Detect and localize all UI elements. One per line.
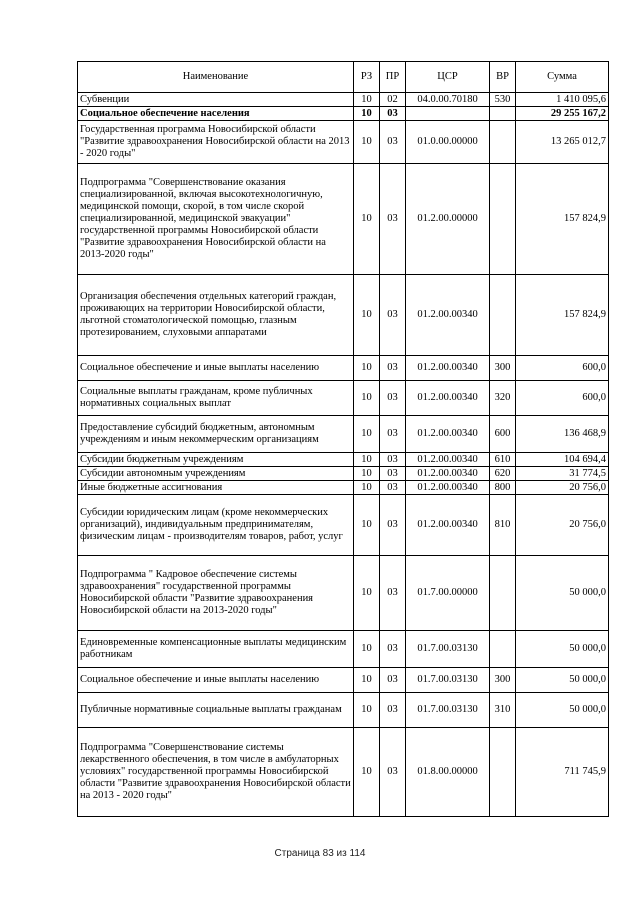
cell-vr <box>490 275 516 356</box>
table-row <box>78 381 609 416</box>
cell-sum: 20 756,0 <box>516 481 609 495</box>
cell-vr <box>490 631 516 668</box>
table-row <box>78 556 609 631</box>
cell-rz: 10 <box>354 416 380 453</box>
cell-csr: 01.0.00.00000 <box>406 121 490 164</box>
cell-rz: 10 <box>354 467 380 481</box>
cell-vr: 300 <box>490 668 516 693</box>
cell-name: Социальное обеспечение и иные выплаты населению <box>78 668 354 693</box>
cell-pr: 02 <box>380 93 406 107</box>
cell-csr <box>406 107 490 121</box>
cell-csr: 01.2.00.00340 <box>406 275 490 356</box>
table-row <box>78 93 609 107</box>
cell-vr: 300 <box>490 356 516 381</box>
table-row <box>78 416 609 453</box>
cell-rz: 10 <box>354 356 380 381</box>
cell-rz: 10 <box>354 631 380 668</box>
cell-vr <box>490 556 516 631</box>
cell-pr: 03 <box>380 275 406 356</box>
table-row <box>78 728 609 817</box>
cell-pr: 03 <box>380 453 406 467</box>
cell-pr: 03 <box>380 356 406 381</box>
cell-rz: 10 <box>354 121 380 164</box>
table-row <box>78 631 609 668</box>
cell-vr: 310 <box>490 693 516 728</box>
cell-pr: 03 <box>380 668 406 693</box>
cell-name: Предоставление субсидий бюджетным, автономным учреждениям и иным некоммерческим организациям <box>78 416 354 453</box>
cell-rz: 10 <box>354 107 380 121</box>
cell-name: Субсидии бюджетным учреждениям <box>78 453 354 467</box>
cell-pr: 03 <box>380 481 406 495</box>
cell-rz: 10 <box>354 728 380 817</box>
header-pr: ПР <box>380 62 406 93</box>
cell-pr: 03 <box>380 495 406 556</box>
cell-csr: 01.2.00.00340 <box>406 416 490 453</box>
cell-sum: 20 756,0 <box>516 495 609 556</box>
cell-csr: 01.2.00.00340 <box>406 356 490 381</box>
table-row <box>78 121 609 164</box>
table-header-row <box>78 62 609 93</box>
cell-sum: 157 824,9 <box>516 275 609 356</box>
table-row <box>78 668 609 693</box>
cell-pr: 03 <box>380 467 406 481</box>
cell-csr: 04.0.00.70180 <box>406 93 490 107</box>
cell-name: Подпрограмма "Совершенствование оказания специализированной, включая высокотехнологичную, медицинской помощи, скорой, в том числе скорой специализированной, медицинской эвакуации" государственной программы Новосибирской области "Развитие здравоохранения Новосибирской области на 2013-2020 годы" <box>78 164 354 275</box>
cell-pr: 03 <box>380 556 406 631</box>
cell-rz: 10 <box>354 495 380 556</box>
cell-pr: 03 <box>380 121 406 164</box>
cell-rz: 10 <box>354 481 380 495</box>
table-row <box>78 453 609 467</box>
cell-vr <box>490 121 516 164</box>
cell-name: Социальные выплаты гражданам, кроме публичных нормативных социальных выплат <box>78 381 354 416</box>
table-row <box>78 356 609 381</box>
cell-sum: 600,0 <box>516 356 609 381</box>
cell-name: Субсидии юридическим лицам (кроме некоммерческих организаций), индивидуальным предпринимателям, физическим лицам - производителям товаров, работ, услуг <box>78 495 354 556</box>
cell-name: Иные бюджетные ассигнования <box>78 481 354 495</box>
cell-pr: 03 <box>380 728 406 817</box>
cell-csr: 01.2.00.00340 <box>406 453 490 467</box>
cell-vr <box>490 107 516 121</box>
cell-sum: 50 000,0 <box>516 693 609 728</box>
cell-sum: 136 468,9 <box>516 416 609 453</box>
cell-sum: 711 745,9 <box>516 728 609 817</box>
cell-rz: 10 <box>354 275 380 356</box>
cell-sum: 104 694,4 <box>516 453 609 467</box>
cell-csr: 01.2.00.00340 <box>406 381 490 416</box>
cell-name: Подпрограмма "Совершенствование системы лекарственного обеспечения, в том числе в амбулаторных условиях" государственной программы Новосибирской области "Развитие здравоохранения Новосибирской области на 2013 - 2020 годы" <box>78 728 354 817</box>
cell-pr: 03 <box>380 631 406 668</box>
cell-pr: 03 <box>380 107 406 121</box>
cell-name: Организация обеспечения отдельных категорий граждан, проживающих на территории Новосибирской области, льготной стоматологической помощью, глазным протезированием, слуховыми аппаратами <box>78 275 354 356</box>
header-rz: РЗ <box>354 62 380 93</box>
cell-sum: 50 000,0 <box>516 668 609 693</box>
table-row <box>78 275 609 356</box>
cell-name: Субвенции <box>78 93 354 107</box>
cell-vr <box>490 164 516 275</box>
table-row <box>78 481 609 495</box>
cell-csr: 01.7.00.03130 <box>406 668 490 693</box>
cell-csr: 01.2.00.00340 <box>406 495 490 556</box>
cell-csr: 01.2.00.00340 <box>406 481 490 495</box>
cell-sum: 29 255 167,2 <box>516 107 609 121</box>
cell-pr: 03 <box>380 416 406 453</box>
cell-vr: 620 <box>490 467 516 481</box>
cell-rz: 10 <box>354 381 380 416</box>
cell-name: Социальное обеспечение и иные выплаты населению <box>78 356 354 381</box>
header-name: Наименование <box>78 62 354 93</box>
cell-vr: 600 <box>490 416 516 453</box>
header-csr: ЦСР <box>406 62 490 93</box>
cell-rz: 10 <box>354 668 380 693</box>
cell-rz: 10 <box>354 453 380 467</box>
cell-rz: 10 <box>354 93 380 107</box>
header-sum: Сумма <box>516 62 609 93</box>
cell-sum: 13 265 012,7 <box>516 121 609 164</box>
cell-sum: 50 000,0 <box>516 556 609 631</box>
cell-name: Субсидии автономным учреждениям <box>78 467 354 481</box>
cell-vr: 810 <box>490 495 516 556</box>
cell-sum: 600,0 <box>516 381 609 416</box>
cell-sum: 31 774,5 <box>516 467 609 481</box>
cell-name: Публичные нормативные социальные выплаты гражданам <box>78 693 354 728</box>
cell-rz: 10 <box>354 164 380 275</box>
budget-table <box>77 61 609 817</box>
cell-vr: 320 <box>490 381 516 416</box>
cell-vr: 610 <box>490 453 516 467</box>
cell-csr: 01.2.00.00340 <box>406 467 490 481</box>
cell-vr: 530 <box>490 93 516 107</box>
cell-csr: 01.8.00.00000 <box>406 728 490 817</box>
cell-name: Социальное обеспечение населения <box>78 107 354 121</box>
cell-csr: 01.7.00.03130 <box>406 631 490 668</box>
document-page <box>77 61 608 817</box>
cell-pr: 03 <box>380 381 406 416</box>
cell-name: Единовременные компенсационные выплаты медицинским работникам <box>78 631 354 668</box>
cell-pr: 03 <box>380 693 406 728</box>
cell-csr: 01.2.00.00000 <box>406 164 490 275</box>
table-row <box>78 495 609 556</box>
cell-sum: 157 824,9 <box>516 164 609 275</box>
cell-name: Подпрограмма " Кадровое обеспечение системы здравоохранения" государственной программы Новосибирской области "Развитие здравоохранения Новосибирской области на 2013-2020 годы" <box>78 556 354 631</box>
page-footer: Страница 83 из 114 <box>274 848 366 859</box>
cell-rz: 10 <box>354 556 380 631</box>
cell-vr: 800 <box>490 481 516 495</box>
cell-name: Государственная программа Новосибирской области "Развитие здравоохранения Новосибирской области на 2013 - 2020 годы" <box>78 121 354 164</box>
cell-pr: 03 <box>380 164 406 275</box>
cell-vr <box>490 728 516 817</box>
table-row <box>78 467 609 481</box>
table-row <box>78 164 609 275</box>
cell-sum: 50 000,0 <box>516 631 609 668</box>
cell-csr: 01.7.00.03130 <box>406 693 490 728</box>
table-row <box>78 693 609 728</box>
cell-rz: 10 <box>354 693 380 728</box>
cell-csr: 01.7.00.00000 <box>406 556 490 631</box>
cell-sum: 1 410 095,6 <box>516 93 609 107</box>
header-vr: ВР <box>490 62 516 93</box>
table-row <box>78 107 609 121</box>
